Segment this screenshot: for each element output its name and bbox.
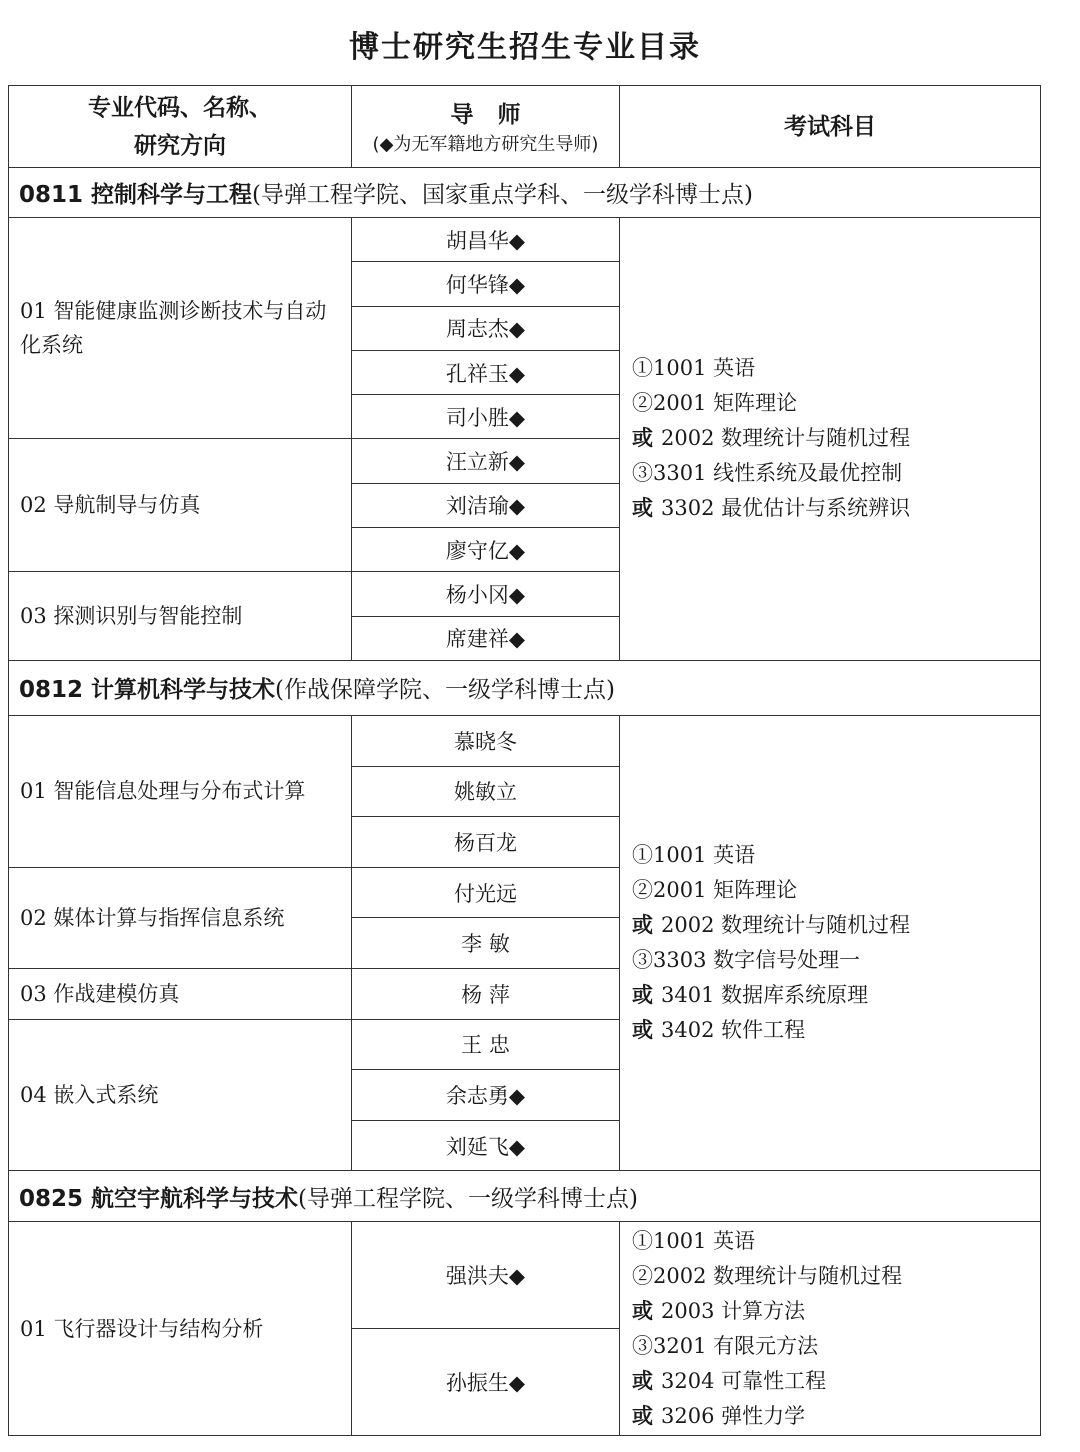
exam-or-label: 或 bbox=[632, 1018, 653, 1043]
tutor-cell: 周志杰◆ bbox=[352, 306, 620, 350]
direction-cell: 01 智能健康监测诊断技术与自动化系统 bbox=[9, 218, 352, 439]
exam-or-label: 或 bbox=[632, 983, 653, 1008]
header-tutor-title: 导师 bbox=[450, 101, 545, 128]
tutor-cell: 杨百龙 bbox=[352, 817, 620, 868]
exam-line bbox=[632, 1259, 1040, 1294]
header-major-line1: 专业代码、名称、 bbox=[88, 94, 272, 121]
exam-cell bbox=[620, 715, 1041, 1170]
tutor-cell: 汪立新◆ bbox=[352, 439, 620, 483]
tutor-cell: 刘延飞◆ bbox=[352, 1120, 620, 1171]
exam-subject: ③3201 有限元方法 bbox=[632, 1333, 819, 1358]
table-row bbox=[9, 1222, 1041, 1329]
section-title bbox=[9, 660, 1041, 715]
section-title bbox=[9, 1171, 1041, 1222]
exam-or-label: 或 bbox=[632, 496, 653, 521]
exam-line bbox=[632, 908, 1040, 943]
exam-line bbox=[632, 351, 1040, 386]
direction-cell: 02 导航制导与仿真 bbox=[9, 439, 352, 572]
catalog-table bbox=[8, 85, 1041, 1436]
exam-cell bbox=[620, 218, 1041, 661]
header-major bbox=[9, 86, 352, 168]
exam-line bbox=[632, 491, 1040, 526]
exam-or-label: 或 bbox=[632, 1368, 653, 1393]
exam-line bbox=[632, 386, 1040, 421]
direction-cell: 03 作战建模仿真 bbox=[9, 968, 352, 1019]
header-row bbox=[9, 86, 1041, 168]
exam-subject: ②2001 矩阵理论 bbox=[632, 391, 798, 416]
header-tutor-note: (◆为无军籍地方研究生导师) bbox=[372, 133, 599, 155]
direction-cell: 04 嵌入式系统 bbox=[9, 1019, 352, 1171]
exam-line bbox=[632, 1364, 1040, 1399]
exam-cell bbox=[620, 1222, 1041, 1436]
section-code-name: 0811 控制科学与工程 bbox=[19, 182, 253, 208]
section-note: (导弹工程学院、国家重点学科、一级学科博士点) bbox=[252, 182, 753, 208]
direction-cell: 01 智能信息处理与分布式计算 bbox=[9, 715, 352, 867]
exam-line bbox=[632, 1224, 1040, 1259]
exam-line bbox=[632, 943, 1040, 978]
exam-subject: 2003 计算方法 bbox=[661, 1298, 806, 1323]
tutor-cell: 刘洁瑜◆ bbox=[352, 483, 620, 527]
exam-or-label: 或 bbox=[632, 1403, 653, 1428]
exam-line bbox=[632, 421, 1040, 456]
tutor-cell: 廖守亿◆ bbox=[352, 528, 620, 572]
tutor-cell: 姚敏立 bbox=[352, 766, 620, 817]
tutor-cell: 胡昌华◆ bbox=[352, 218, 620, 262]
tutor-cell: 王 忠 bbox=[352, 1019, 620, 1070]
tutor-cell: 慕晓冬 bbox=[352, 715, 620, 766]
section-code-name: 0825 航空宇航科学与技术 bbox=[19, 1185, 299, 1212]
exam-subject: 3204 可靠性工程 bbox=[661, 1368, 827, 1393]
exam-line bbox=[632, 838, 1040, 873]
exam-subject: 3302 最优估计与系统辨识 bbox=[661, 496, 911, 521]
exam-subject: ①1001 英语 bbox=[632, 356, 756, 381]
direction-cell: 02 媒体计算与指挥信息系统 bbox=[9, 867, 352, 968]
exam-line bbox=[632, 1399, 1040, 1434]
exam-subject: ③3303 数字信号处理一 bbox=[632, 948, 861, 973]
tutor-cell: 何华锋◆ bbox=[352, 262, 620, 306]
exam-subject: 2002 数理统计与随机过程 bbox=[661, 913, 911, 938]
exam-line bbox=[632, 1294, 1040, 1329]
section-row bbox=[9, 168, 1041, 218]
exam-subject: ③3301 线性系统及最优控制 bbox=[632, 461, 903, 486]
direction-cell: 03 探测识别与智能控制 bbox=[9, 572, 352, 661]
exam-line bbox=[632, 1329, 1040, 1364]
tutor-cell: 司小胜◆ bbox=[352, 395, 620, 439]
tutor-cell: 孔祥玉◆ bbox=[352, 350, 620, 394]
section-row bbox=[9, 1171, 1041, 1222]
tutor-cell: 付光远 bbox=[352, 867, 620, 918]
tutor-cell: 孙振生◆ bbox=[352, 1329, 620, 1436]
exam-subject: ②2001 矩阵理论 bbox=[632, 878, 798, 903]
exam-subject: ②2002 数理统计与随机过程 bbox=[632, 1263, 903, 1288]
section-row bbox=[9, 660, 1041, 715]
section-note: (作战保障学院、一级学科博士点) bbox=[275, 677, 615, 704]
exam-subject: 3402 软件工程 bbox=[661, 1018, 806, 1043]
exam-line bbox=[632, 873, 1040, 908]
exam-or-label: 或 bbox=[632, 1298, 653, 1323]
exam-subject: 2002 数理统计与随机过程 bbox=[661, 426, 911, 451]
section-note: (导弹工程学院、一级学科博士点) bbox=[298, 1185, 638, 1212]
exam-or-label: 或 bbox=[632, 426, 653, 451]
tutor-cell: 杨 萍 bbox=[352, 968, 620, 1019]
header-tutor bbox=[352, 86, 620, 168]
section-title bbox=[9, 168, 1041, 218]
exam-subject: ①1001 英语 bbox=[632, 843, 756, 868]
section-code-name: 0812 计算机科学与技术 bbox=[19, 677, 276, 704]
table-row bbox=[9, 715, 1041, 766]
tutor-cell: 余志勇◆ bbox=[352, 1070, 620, 1121]
exam-or-label: 或 bbox=[632, 913, 653, 938]
exam-subject: ①1001 英语 bbox=[632, 1228, 756, 1253]
exam-subject: 3206 弹性力学 bbox=[661, 1403, 806, 1428]
exam-subject: 3401 数据库系统原理 bbox=[661, 983, 869, 1008]
exam-line bbox=[632, 978, 1040, 1013]
tutor-cell: 李 敏 bbox=[352, 918, 620, 969]
header-exam: 考试科目 bbox=[620, 86, 1041, 168]
tutor-cell: 杨小冈◆ bbox=[352, 572, 620, 616]
exam-line bbox=[632, 456, 1040, 491]
page-title: 博士研究生招生专业目录 bbox=[349, 30, 701, 65]
header-major-line2: 研究方向 bbox=[134, 132, 226, 159]
direction-cell: 01 飞行器设计与结构分析 bbox=[9, 1222, 352, 1436]
exam-line bbox=[632, 1013, 1040, 1048]
tutor-cell: 席建祥◆ bbox=[352, 616, 620, 660]
table-row bbox=[9, 218, 1041, 262]
tutor-cell: 强洪夫◆ bbox=[352, 1222, 620, 1329]
